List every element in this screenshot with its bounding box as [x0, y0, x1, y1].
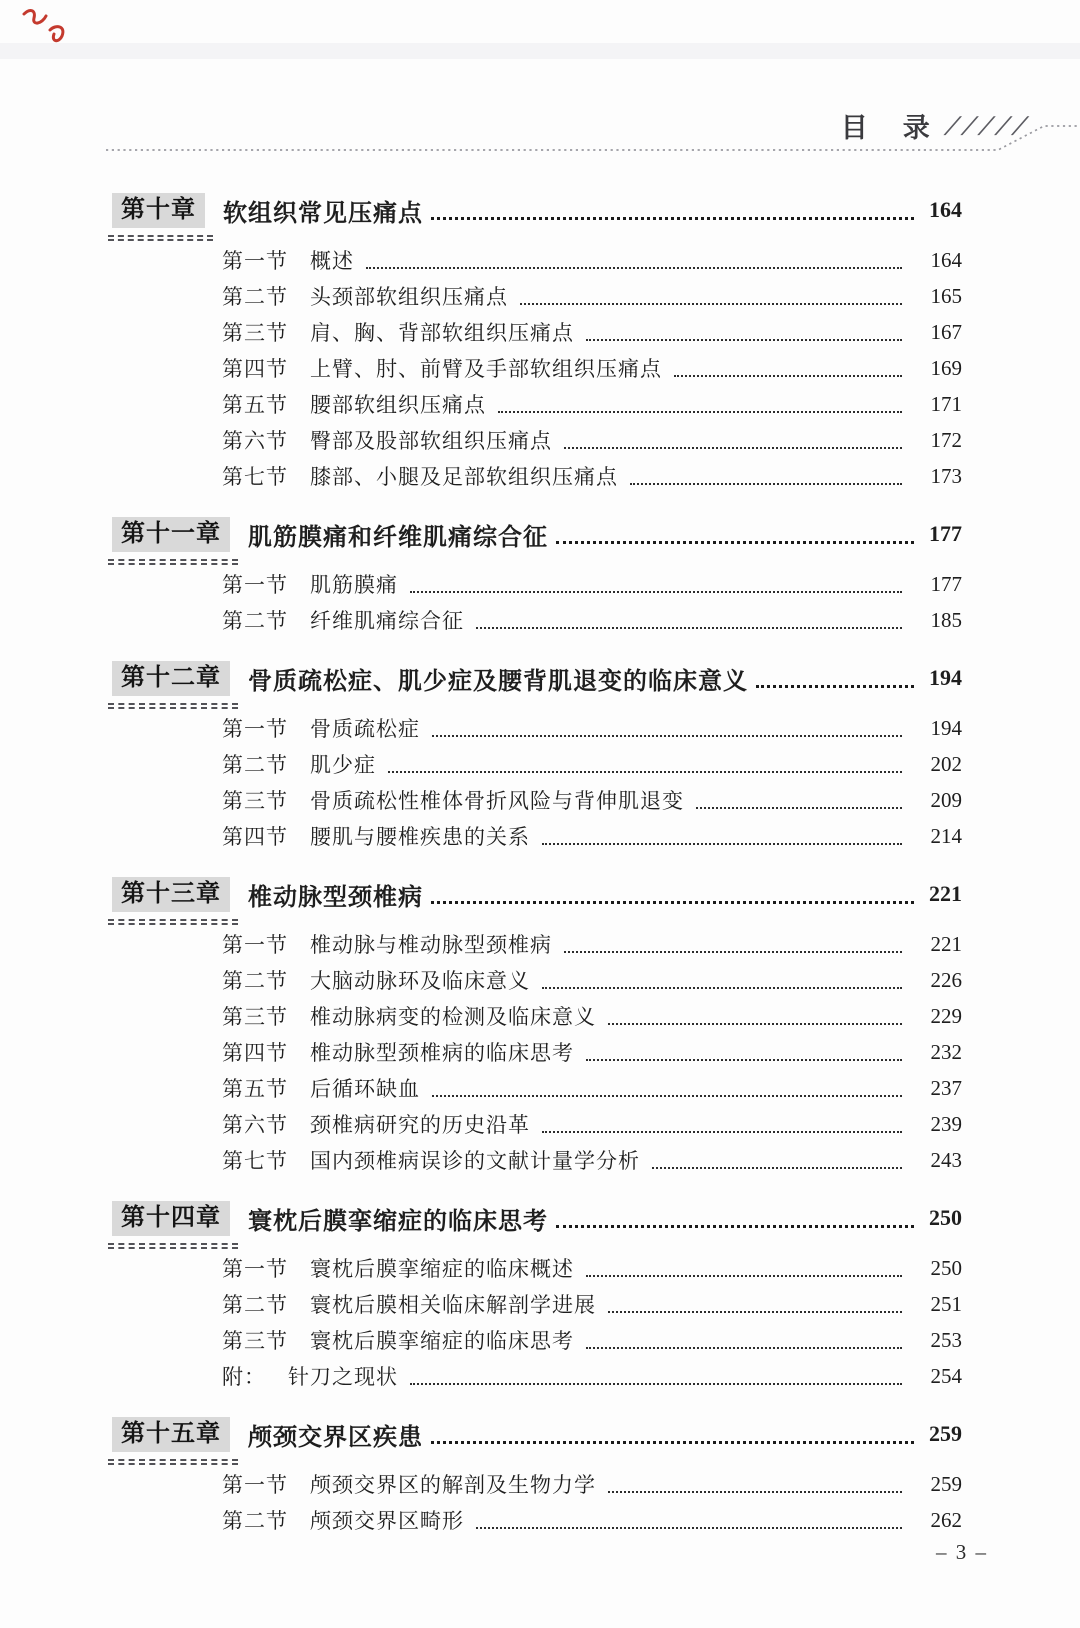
chapter-page-number: 194: [929, 665, 962, 690]
toc-section-row: [222, 1502, 962, 1538]
section-label: 第三节: [222, 1329, 288, 1353]
section-label: 第一节: [222, 1257, 288, 1281]
chapter-sections: [112, 1466, 962, 1538]
section-page-number: 221: [930, 931, 962, 956]
chapter-page-number: 250: [929, 1205, 962, 1230]
chapter-sections: [112, 710, 962, 854]
section-page-number: 165: [930, 283, 962, 308]
section-page-number: 232: [930, 1039, 962, 1064]
section-page-number: 185: [930, 607, 962, 632]
toc-section-row: [222, 926, 962, 962]
chapter-label-underline: [108, 1459, 238, 1465]
dot-leader: [498, 411, 902, 413]
chapter-title: 骨质疏松症、肌少症及腰背肌退变的临床意义: [248, 668, 748, 695]
dot-leader: [586, 339, 902, 341]
section-page-number: 251: [930, 1291, 962, 1316]
dot-leader: [630, 483, 902, 485]
section-title: 膝部、小腿及足部软组织压痛点: [310, 465, 618, 489]
section-page-number: 164: [930, 247, 962, 272]
toc-section-row: [222, 422, 962, 458]
dot-leader: [542, 843, 902, 845]
chapter-sections: [112, 1250, 962, 1394]
chapter-sections: [112, 566, 962, 638]
chapter-page-number: 221: [929, 881, 962, 906]
toc-section-row: [222, 1250, 962, 1286]
section-label: 第四节: [222, 825, 288, 849]
toc-chapter: [112, 658, 962, 854]
dot-leader: [674, 375, 902, 377]
section-page-number: 214: [930, 823, 962, 848]
toc-section-row: [222, 1034, 962, 1070]
toc-section-row: [222, 602, 962, 638]
dot-leader: [410, 1383, 902, 1385]
section-page-number: 226: [930, 967, 962, 992]
section-title: 寰枕后膜挛缩症的临床概述: [310, 1257, 574, 1281]
section-page-number: 171: [930, 391, 962, 416]
toc-section-row: [222, 1142, 962, 1178]
dot-leader: [586, 1347, 902, 1349]
section-title: 臀部及股部软组织压痛点: [310, 429, 552, 453]
chapter-label-box: [112, 1201, 230, 1236]
section-label: 第二节: [222, 609, 288, 633]
section-page-number: 250: [930, 1255, 962, 1280]
chapter-label-underline: [108, 559, 238, 565]
header-dotted-rule: [0, 118, 1080, 162]
chapter-label-underline: [108, 235, 213, 241]
section-title: 肌少症: [310, 753, 376, 777]
dot-leader: [476, 1527, 902, 1529]
dot-leader: [564, 951, 902, 953]
section-title: 概述: [310, 249, 354, 273]
section-label: 第一节: [222, 717, 288, 741]
section-page-number: 209: [930, 787, 962, 812]
section-page-number: 262: [930, 1507, 962, 1532]
chapter-heading-row: [112, 514, 962, 554]
section-title: 椎动脉型颈椎病的临床思考: [310, 1041, 574, 1065]
section-label: 第六节: [222, 1113, 288, 1137]
dot-leader: [564, 447, 902, 449]
section-title: 骨质疏松性椎体骨折风险与背伸肌退变: [310, 789, 684, 813]
chapter-label: 第十章: [112, 193, 205, 228]
section-label: 第一节: [222, 249, 288, 273]
chapter-heading-row: [112, 1198, 962, 1238]
toc-header-title: 目 录: [840, 113, 934, 143]
section-title: 椎动脉与椎动脉型颈椎病: [310, 933, 552, 957]
toc-section-row: [222, 782, 962, 818]
section-label: 第六节: [222, 429, 288, 453]
section-page-number: 194: [930, 715, 962, 740]
dot-leader: [476, 627, 902, 629]
toc-section-row: [222, 1358, 962, 1394]
section-label: 第七节: [222, 1149, 288, 1173]
toc-section-row: [222, 242, 962, 278]
toc-section-row: [222, 350, 962, 386]
chapter-title: 椎动脉型颈椎病: [248, 884, 423, 911]
section-page-number: 167: [930, 319, 962, 344]
dot-leader: [410, 591, 902, 593]
dot-leader: [388, 771, 902, 773]
dot-leader: [586, 1059, 902, 1061]
chapter-label: 第十五章: [112, 1417, 230, 1452]
section-title: 肌筋膜痛: [310, 573, 398, 597]
toc-section-row: [222, 1286, 962, 1322]
chapter-page-number: 177: [929, 521, 962, 546]
dot-leader: [432, 735, 902, 737]
chapter-label-box: [112, 877, 230, 912]
section-page-number: 239: [930, 1111, 962, 1136]
toc-section-row: [222, 566, 962, 602]
section-title: 骨质疏松症: [310, 717, 420, 741]
section-label: 第二节: [222, 285, 288, 309]
section-label: 第二节: [222, 753, 288, 777]
section-page-number: 169: [930, 355, 962, 380]
scan-artifact-band: [0, 43, 1080, 59]
toc-section-row: [222, 278, 962, 314]
folio-page-number: – 3 –: [936, 1540, 988, 1564]
section-page-number: 172: [930, 427, 962, 452]
chapter-heading-row: [112, 874, 962, 914]
section-page-number: 253: [930, 1327, 962, 1352]
section-title: 国内颈椎病误诊的文献计量学分析: [310, 1149, 640, 1173]
toc-section-row: [222, 1070, 962, 1106]
section-page-number: 254: [930, 1363, 962, 1388]
toc-section-row: [222, 458, 962, 494]
toc-section-row: [222, 818, 962, 854]
chapter-label-box: [112, 1417, 230, 1452]
section-page-number: 202: [930, 751, 962, 776]
section-label: 第三节: [222, 1005, 288, 1029]
toc-section-row: [222, 1106, 962, 1142]
section-title: 颅颈交界区畸形: [310, 1509, 464, 1533]
chapter-title: 寰枕后膜挛缩症的临床思考: [248, 1208, 548, 1235]
toc-chapter: [112, 1198, 962, 1394]
page-footer: [936, 1540, 988, 1565]
dot-leader: [696, 807, 902, 809]
chapter-title: 软组织常见压痛点: [223, 200, 423, 227]
section-title: 头颈部软组织压痛点: [310, 285, 508, 309]
dot-leader: [756, 685, 914, 688]
dot-leader: [542, 987, 902, 989]
dot-leader: [556, 541, 914, 544]
section-label: 第五节: [222, 1077, 288, 1101]
toc-section-row: [222, 746, 962, 782]
dot-leader: [608, 1311, 902, 1313]
section-label: 第一节: [222, 933, 288, 957]
section-page-number: 173: [930, 463, 962, 488]
section-title: 椎动脉病变的检测及临床意义: [310, 1005, 596, 1029]
dot-leader: [431, 1441, 914, 1444]
section-page-number: 243: [930, 1147, 962, 1172]
toc-chapter: [112, 1414, 962, 1538]
section-label: 第四节: [222, 1041, 288, 1065]
section-title: 寰枕后膜挛缩症的临床思考: [310, 1329, 574, 1353]
section-label: 第五节: [222, 393, 288, 417]
chapter-label-box: [112, 517, 230, 552]
chapter-heading-row: [112, 1414, 962, 1454]
dot-leader: [431, 901, 914, 904]
section-page-number: 259: [930, 1471, 962, 1496]
toc-section-row: [222, 998, 962, 1034]
dot-leader: [586, 1275, 902, 1277]
section-title: 后循环缺血: [310, 1077, 420, 1101]
section-label: 第三节: [222, 321, 288, 345]
section-label: 第一节: [222, 573, 288, 597]
section-label: 第七节: [222, 465, 288, 489]
section-label: 附：: [222, 1365, 266, 1389]
toc-content: [112, 190, 962, 1538]
chapter-sections: [112, 242, 962, 494]
chapter-label: 第十一章: [112, 517, 230, 552]
red-pen-mark: [16, 4, 74, 50]
dot-leader: [608, 1491, 902, 1493]
toc-chapter: [112, 190, 962, 494]
section-label: 第二节: [222, 1293, 288, 1317]
section-title: 颅颈交界区的解剖及生物力学: [310, 1473, 596, 1497]
chapter-label-box: [112, 661, 230, 696]
chapter-heading-row: [112, 190, 962, 230]
section-page-number: 177: [930, 571, 962, 596]
section-label: 第四节: [222, 357, 288, 381]
toc-section-row: [222, 1466, 962, 1502]
section-title: 寰枕后膜相关临床解剖学进展: [310, 1293, 596, 1317]
chapter-label-underline: [108, 919, 238, 925]
toc-chapter: [112, 874, 962, 1178]
section-title: 腰肌与腰椎疾患的关系: [310, 825, 530, 849]
section-page-number: 229: [930, 1003, 962, 1028]
chapter-title: 颅颈交界区疾患: [248, 1424, 423, 1451]
chapter-sections: [112, 926, 962, 1178]
chapter-title: 肌筋膜痛和纤维肌痛综合征: [248, 524, 548, 551]
section-title: 大脑动脉环及临床意义: [310, 969, 530, 993]
chapter-page-number: 164: [929, 197, 962, 222]
dot-leader: [520, 303, 902, 305]
chapter-label: 第十三章: [112, 877, 230, 912]
dot-leader: [652, 1167, 902, 1169]
toc-section-row: [222, 710, 962, 746]
chapter-heading-row: [112, 658, 962, 698]
toc-section-row: [222, 314, 962, 350]
header-slash-marks: /////: [940, 112, 1036, 139]
section-label: 第二节: [222, 1509, 288, 1533]
toc-section-row: [222, 1322, 962, 1358]
dot-leader: [432, 1095, 902, 1097]
section-label: 第一节: [222, 1473, 288, 1497]
toc-section-row: [222, 386, 962, 422]
dot-leader: [542, 1131, 902, 1133]
section-title: 纤维肌痛综合征: [310, 609, 464, 633]
chapter-page-number: 259: [929, 1421, 962, 1446]
section-page-number: 237: [930, 1075, 962, 1100]
section-title: 颈椎病研究的历史沿革: [310, 1113, 530, 1137]
section-title: 腰部软组织压痛点: [310, 393, 486, 417]
section-title: 上臂、肘、前臂及手部软组织压痛点: [310, 357, 662, 381]
chapter-label-box: [112, 193, 205, 228]
dot-leader: [608, 1023, 902, 1025]
section-label: 第二节: [222, 969, 288, 993]
chapter-label: 第十二章: [112, 661, 230, 696]
dot-leader: [431, 217, 914, 220]
toc-section-row: [222, 962, 962, 998]
toc-chapter: [112, 514, 962, 638]
dot-leader: [366, 267, 902, 269]
chapter-label-underline: [108, 703, 238, 709]
dot-leader: [556, 1225, 914, 1228]
chapter-label-underline: [108, 1243, 238, 1249]
section-title: 针刀之现状: [288, 1365, 398, 1389]
section-label: 第三节: [222, 789, 288, 813]
section-title: 肩、胸、背部软组织压痛点: [310, 321, 574, 345]
chapter-label: 第十四章: [112, 1201, 230, 1236]
